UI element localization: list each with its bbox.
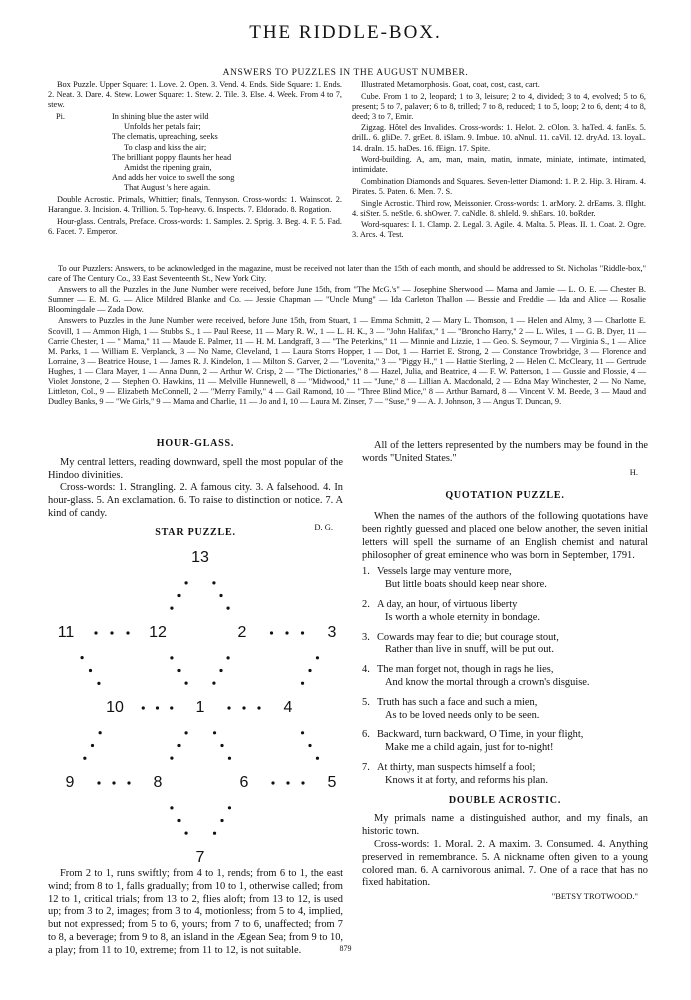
star-dot xyxy=(316,757,319,760)
pi-line: In shining blue the aster wild xyxy=(112,112,209,122)
pi-line: And adds her voice to swell the song xyxy=(112,172,235,182)
star-dot xyxy=(220,744,223,747)
quotation-number: 1. xyxy=(362,566,370,578)
star-dot xyxy=(177,744,180,747)
star-dot xyxy=(227,706,230,709)
star-description-text: From 2 to 1, runs swiftly; from 4 to 1, rends; from 6 to 1, the east wind; from 8 to 1, falls gradually; from 10 to 1, otherwise called; from 12 to 1, critical trials; from 13 to 2, flies aloft; from 13 to 12, is used up; from 3 to 2, images; from 3 to 4, motionless; from 5 to 4, implied, but not expressed; from 5 to 6, yours; from 7 to 6, unaffected; from 7 to 8, a beverage; from 9 to 8, an island in the Ægean Sea; from 9 to 10, a play; from 11 to 10, extreme; from 11 to 12, is not suitable. xyxy=(48,868,343,956)
hour-glass-cross-words: Cross-words: 1. Strangling. 2. A famous city. 3. A falsehood. 4. In hour-glass. 5. An exclamation. 6. To raise to distinction or notice. 7. A kind of candy. xyxy=(48,482,343,519)
star-dot xyxy=(271,781,274,784)
star-dot xyxy=(226,607,229,610)
word-squares-answer: Word-squares: I. 1. Clamp. 2. Legal. 3. Agile. 4. Malta. 5. Pleas. II. 1. Coat. 2. Ogre. 3. Arcs. 4. Test. xyxy=(352,220,646,240)
star-dot xyxy=(213,832,216,835)
quotation-line: As to be loved needs only to be seen. xyxy=(385,709,540,721)
star-dot xyxy=(285,631,288,634)
pi-answer xyxy=(56,112,342,193)
star-dot xyxy=(226,656,229,659)
quotation-line: But little boats should keep near shore. xyxy=(385,579,547,591)
quotation-number: 6. xyxy=(362,729,370,741)
star-dot xyxy=(184,832,187,835)
to-puzzlers-notice: To our Puzzlers: Answers, to be acknowledged in the magazine, must be received not later than the 15th of each month, and should be addressed to St. Nicholas "Riddle-box," care of The Century Co., 33 East Seventeenth St., New York City. xyxy=(48,264,646,284)
answers-heading: ANSWERS TO PUZZLES IN THE AUGUST NUMBER. xyxy=(222,68,469,78)
star-dot xyxy=(170,757,173,760)
double-acrostic-title: DOUBLE ACROSTIC. xyxy=(448,794,562,806)
star-dot xyxy=(177,819,180,822)
quotation-item xyxy=(362,729,648,755)
pi-line: Amidst the ripening grain, xyxy=(124,162,212,172)
notices xyxy=(48,264,646,408)
quotation-item xyxy=(362,762,648,788)
quotation-title: QUOTATION PUZZLE. xyxy=(445,490,565,502)
pi-line: That August 's here again. xyxy=(124,182,211,192)
star-number-12: 12 xyxy=(149,624,167,641)
star-dot xyxy=(112,781,115,784)
star-dot xyxy=(220,819,223,822)
double-acrostic-answer: Double Acrostic. Primals, Whittier; finals, Tennyson. Cross-words: 1. Wainscot. 2. Harangue. 3. Incision. 4. Trillion. 5. Top-heavy. 6. Inspects. 7. Eldorado. 8. Rogation. xyxy=(48,195,342,215)
quotation-item xyxy=(362,599,648,625)
star-dot xyxy=(170,607,173,610)
star-number-5: 5 xyxy=(327,774,337,791)
star-dot xyxy=(301,631,304,634)
star-dot xyxy=(126,631,129,634)
star-dot xyxy=(94,631,97,634)
pi-line: The clematis, upreaching, seeks xyxy=(112,132,218,142)
star-dot xyxy=(91,744,94,747)
double-acrostic-intro: My primals name a distinguished author, and my finals, an historic town. xyxy=(362,813,648,838)
quotation-number: 7. xyxy=(362,761,370,773)
star-dot xyxy=(213,731,216,734)
star-puzzle-title: STAR PUZZLE. xyxy=(155,527,236,538)
quotation-line: Truth has such a face and such a mien, xyxy=(377,696,538,708)
star-closing: All of the letters represented by the numbers may be found in the words "United States." xyxy=(362,440,648,464)
quotation-list xyxy=(362,566,648,787)
star-dot xyxy=(316,656,319,659)
quotation-number: 4. xyxy=(362,664,370,676)
combination-answer: Combination Diamonds and Squares. Seven-letter Diamond: 1. P. 2. Hip. 3. Hiram. 4. Pirates. 5. Paten. 6. Men. 7. S. xyxy=(352,176,646,196)
star-dot xyxy=(97,781,100,784)
star-dot xyxy=(257,706,260,709)
quotation-item xyxy=(362,664,648,690)
hour-glass-answer: Hour-glass. Centrals, Preface. Cross-words: 1. Samples. 2. Sprig. 3. Beg. 4. F. 5. Fad. 6. Facet. 7. Emperor. xyxy=(48,216,342,236)
star-dot xyxy=(301,781,304,784)
star-dot xyxy=(212,581,215,584)
star-number-4: 4 xyxy=(283,699,293,716)
star-dot xyxy=(228,806,231,809)
quotation-item xyxy=(362,697,648,723)
star-dot xyxy=(89,669,92,672)
star-dot xyxy=(286,781,289,784)
star-number-13: 13 xyxy=(191,549,209,566)
double-acrostic-signature: "BETSY TROTWOOD." xyxy=(551,891,638,902)
quotation-number: 3. xyxy=(362,631,370,643)
all-puzzles-solvers: Answers to all the Puzzles in the June Number were received, before June 15th, from "The McG.'s" — Josephine Sherwood — Mama and Jamie — L. O. E. — Chester B. Sumner — E. M. G. — Alice Mildred Blanke and Co. — Jessie Chapman — "Uncle Mung" — Ida Carleton Thallon — Bessie and Freddie — Ida and Alice — Rosalie Bloomingdale — Zada Dow. xyxy=(48,285,646,315)
hour-glass-signature: D. G. xyxy=(314,521,333,532)
quotation-line: Vessels large may venture more, xyxy=(377,566,512,578)
star-dot xyxy=(308,669,311,672)
pi-line: To clasp and kiss the air; xyxy=(124,142,207,152)
hour-glass-puzzle xyxy=(48,438,343,534)
quotation-item xyxy=(362,632,648,658)
star-dot xyxy=(97,682,100,685)
quotation-line: Cowards may fear to die; but courage stout, xyxy=(377,631,559,643)
star-dot xyxy=(228,757,231,760)
star-number-11: 11 xyxy=(57,624,75,641)
star-dot xyxy=(170,706,173,709)
page-number: 879 xyxy=(339,944,352,953)
hour-glass-intro: My central letters, reading downward, spell the most popular of the Hindoo divinities. xyxy=(48,456,343,481)
star-dot xyxy=(301,682,304,685)
cube-answer: Cube. From 1 to 2, leopard; 1 to 3, leisure; 2 to 4, divided; 3 to 4, evolved; 5 to 6, present; 5 to 7, palaver; 6 to 8, trilled; 7 to 8, reduced; 1 to 5, loop; 2 to 6, dent; 4 to 8, deed; 3 to 7, Emir. xyxy=(352,91,646,121)
june-puzzles-solvers: Answers to Puzzles in the June Number were received, before June 15th, from Stuart, 1 — Emma Schmitt, 2 — Mary L. Thomson, 1 — Helen and Almy, 3 — Charlotte E. Scovill, 1 — Ammon High, 1 — Stubbs S., 1 — Paul Reese, 11 — Mary R. W., 1 — L. H. K., 3 — "John Halifax," 1 — "Broncho Harry," 2 — L. Wiles, 1 — G. B. Dyer, 11 — Carrie Chester, 1 — " Mama," 11 — Maude E. Palmer, 11 — H. M. Landgraff, 3 — "The Peterkins," 11 — Minnie and Lizzie, 1 — Geo. S. Seymour, 7 — Virginia S., 1 — Alice M. Parks, 1 — William E. Verplanck, 3 — No Name, Cleveland, 1 — Laura Storrs Hopper, 1 — Dot, 1 — Harriet E. Strong, 2 — Constance Trowbridge, 3 — Florence and Lorraine, 3 — Beatrice House, 1 — James R. J. Kindelon, 1 — Milton S. Garver, 2 — "Lovenita," 3 — "Piggy H.," 1 — Hattie Sterling, 2 — Helen C. McCleary, 11 — Gertrude Hughes, 1 — Clara Mayer, 1 — Anna Dunn, 2 — Arthur W. Crisp, 2 — "The Dictionaries," 8 — Hazel, Julia, and Beatrice, 4 — F. W. Patterson, 1 — Gussie and Flossie, 4 — Violet Jonstone, 2 — Stephen O. Hawkins, 11 — Melville Hunnewell, 8 — "Midwood," 11 — "June," 8 — Lillian A. Macdonald, 2 — Edna May Winchester, 2 — No Name, Littleton, Col., 9 — Elizabeth McConnell, 2 — "Merry Family," 4 — Gail Ramond, 10 — "Three Blind Mice," 8 — Arthur Barnard, 8 — Vincent V. M. Beede, 3 — Maud and Dudley Banks, 9 — "We Girls," 9 — Mama and Charlie, 11 — Jo and I, 10 — Laura M. Zinser, 7 — "Suse," 9 — A. J. Johnson, 3 — Angus T. Duncan, 9. xyxy=(48,316,646,407)
star-dot xyxy=(83,757,86,760)
quotation-line: Make me a child again, just for to-night! xyxy=(385,742,554,754)
quotation-line: Rather than live in snuff, will be put out. xyxy=(385,644,554,656)
star-number-7: 7 xyxy=(195,849,205,866)
box-puzzle-answer: Box Puzzle. Upper Square: 1. Love. 2. Open. 3. Vend. 4. Ends. Side Square: 1. Ends. 2. Neat. 3. Dare. 4. Stew. Lower Square: 1. Stew. 2. Tile. 3. Else. 4. Week. From 4 to 7, stew. xyxy=(48,80,342,110)
star-dot xyxy=(110,631,113,634)
quotation-line: Knows it at forty, and reforms his plan. xyxy=(385,774,548,786)
star-number-1: 1 xyxy=(195,699,205,716)
pi-label: Pi. xyxy=(56,112,65,122)
double-acrostic-cross-words: Cross-words: 1. Moral. 2. A maxim. 3. Consumed. 4. Anything preserved in remembrance. 5. A nickname often given to a young colored man. 6. A carnivorous animal. 7. One of a race that has no fixed habitation. xyxy=(362,838,648,889)
quotation-item xyxy=(362,566,648,592)
quotation-number: 2. xyxy=(362,598,370,610)
quotation-line: The man forget not, though in rags he lies, xyxy=(377,664,554,676)
hour-glass-title: HOUR-GLASS. xyxy=(156,438,235,449)
star-number-6: 6 xyxy=(239,774,249,791)
zigzag-answer: Zigzag. Hôtel des Invalides. Cross-words: 1. Helot. 2. cOlon. 3. haTed. 4. fanEs. 5. drilL. 6. gliDe. 7. grEet. 8. iSlam. 9. Imbue. 10. aNnul. 11. caVil. 12. dryAd. 13. loyaL. 14. draIn. 15. haDes. 16. fEign. 17. Spite. xyxy=(352,123,646,153)
quotation-line: At thirty, man suspects himself a fool; xyxy=(377,761,536,773)
star-dot xyxy=(142,706,145,709)
star-dot xyxy=(301,731,304,734)
star-number-2: 2 xyxy=(237,624,247,641)
star-dot xyxy=(219,594,222,597)
quotation-line: Backward, turn backward, O Time, in your flight, xyxy=(377,729,584,741)
star-dot xyxy=(177,669,180,672)
star-dot xyxy=(242,706,245,709)
page-title: THE RIDDLE-BOX. xyxy=(249,22,442,43)
quotation-line: A day, an hour, of virtuous liberty xyxy=(377,598,518,610)
single-acrostic-answer: Single Acrostic. Third row, Meissonier. Cross-words: 1. arMory. 2. drEams. 3. flIght. 4. siSter. 5. neStle. 6. shOwer. 7. caNdle. 8. shIeld. 9. shEars. 10. boRder. xyxy=(352,198,646,218)
star-number-9: 9 xyxy=(65,774,75,791)
star-dot xyxy=(170,656,173,659)
illustrated-answer: Illustrated Metamorphosis. Goat, coat, cost, cast, cart. xyxy=(361,80,540,89)
star-dot xyxy=(80,656,83,659)
answers-left-column xyxy=(48,80,342,238)
star-dot xyxy=(177,594,180,597)
quotation-line: Is worth a whole eternity in bondage. xyxy=(385,611,540,623)
star-dot xyxy=(156,706,159,709)
right-lower-column xyxy=(362,440,648,903)
star-dot xyxy=(184,731,187,734)
answers-right-column xyxy=(352,80,646,242)
star-dot xyxy=(170,806,173,809)
star-figure xyxy=(48,540,348,870)
star-dot xyxy=(212,682,215,685)
pi-line: Unfolds her petals fair; xyxy=(124,122,201,132)
quotation-number: 5. xyxy=(362,696,370,708)
star-dot xyxy=(219,669,222,672)
star-dot xyxy=(184,682,187,685)
star-number-3: 3 xyxy=(327,624,337,641)
star-dot xyxy=(127,781,130,784)
star-dot xyxy=(308,744,311,747)
star-dot xyxy=(184,581,187,584)
pi-line: The brilliant poppy flaunts her head xyxy=(112,152,232,162)
star-dot xyxy=(270,631,273,634)
quotation-line: And know the mortal through a crown's disguise. xyxy=(385,676,590,688)
star-number-8: 8 xyxy=(153,774,163,791)
quotation-intro: When the names of the authors of the following quotations have been rightly guessed and placed one below another, the seven initial letters will spell the surname of an English chemist and natural philosopher of great eminence who was born in September, 1791. xyxy=(362,511,648,561)
star-signature: H. xyxy=(629,466,638,477)
star-number-10: 10 xyxy=(106,699,124,716)
word-building-answer: Word-building. A, am, man, main, matin, inmate, miniate, intimate, intimated, intimidate. xyxy=(352,155,646,175)
star-dot xyxy=(99,731,102,734)
